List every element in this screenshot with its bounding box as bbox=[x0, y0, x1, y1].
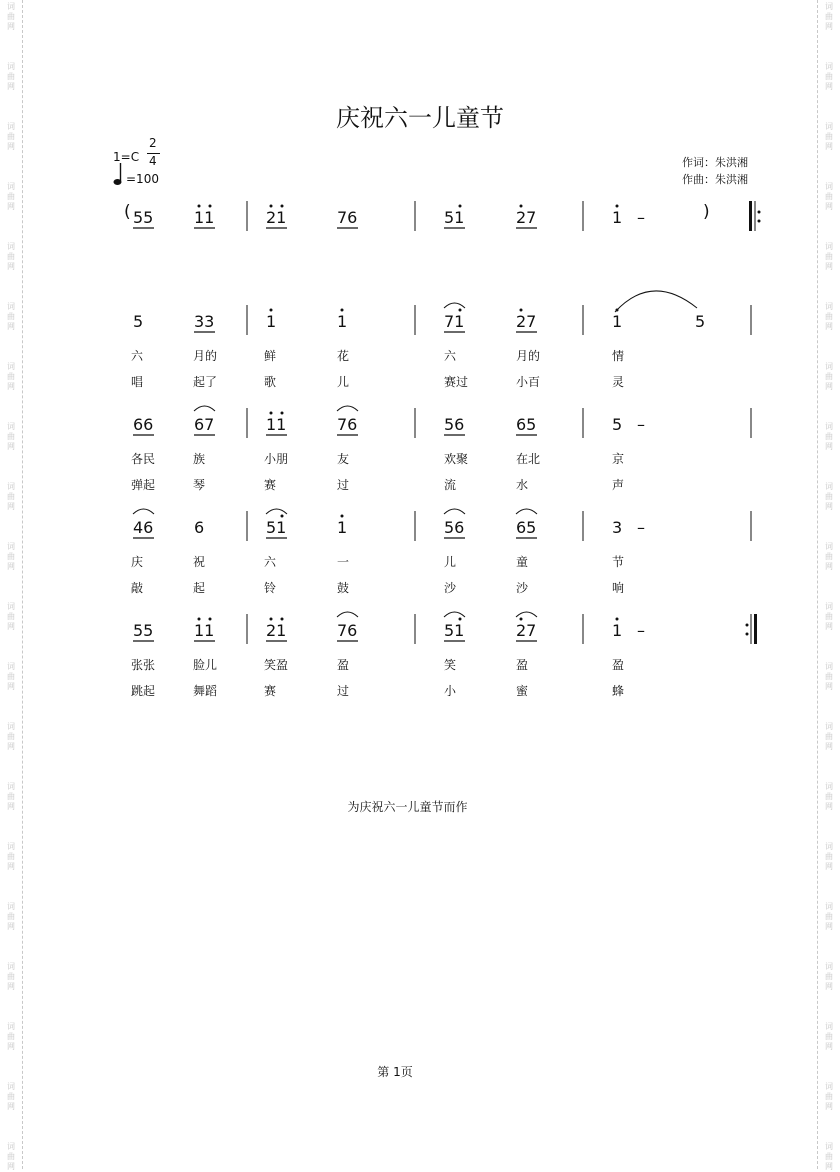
lyric-text: 京 bbox=[612, 452, 625, 466]
note-digits: 1 bbox=[612, 312, 623, 331]
lyric-text: 起了 bbox=[193, 375, 218, 389]
octave-dot bbox=[270, 412, 273, 415]
note-digits: 51 bbox=[266, 518, 287, 537]
watermark-text: 词 曲 网 bbox=[825, 1022, 833, 1051]
watermark-text: 词 曲 网 bbox=[7, 182, 15, 211]
note-digits: 21 bbox=[266, 621, 287, 640]
octave-dot bbox=[459, 309, 462, 312]
lyric-text: 小 bbox=[444, 684, 457, 698]
lyric-text: 童 bbox=[516, 555, 529, 569]
octave-dot bbox=[341, 515, 344, 518]
note-digits: 6 bbox=[194, 518, 205, 537]
watermark-text: 词 曲 网 bbox=[825, 422, 833, 451]
lyric-text: 赛 bbox=[264, 684, 277, 698]
thick-barline bbox=[754, 614, 757, 644]
lyric-text: 六 bbox=[264, 555, 277, 569]
lyric-text: 小朋 bbox=[264, 452, 289, 466]
slur-arc bbox=[337, 406, 358, 411]
time-signature-bottom: 4 bbox=[149, 154, 157, 168]
watermark-text: 词 曲 网 bbox=[7, 1082, 15, 1111]
octave-dot bbox=[209, 205, 212, 208]
lyric-text: 各民 bbox=[131, 452, 156, 466]
octave-dot bbox=[209, 618, 212, 621]
repeat-dot bbox=[746, 633, 749, 636]
lyric-text: 鼓 bbox=[337, 581, 350, 595]
watermark-text: 词 曲 网 bbox=[825, 302, 833, 331]
lyric-text: 响 bbox=[612, 581, 625, 595]
note-digits: 27 bbox=[516, 208, 537, 227]
watermark-text: 词 曲 网 bbox=[825, 962, 833, 991]
lyric-text: 祝 bbox=[193, 555, 206, 569]
note-digits: 76 bbox=[337, 208, 358, 227]
watermark-text: 词 曲 网 bbox=[825, 842, 833, 871]
repeat-dot bbox=[746, 624, 749, 627]
note-digits: 1 bbox=[612, 208, 623, 227]
watermark-text: 词 曲 网 bbox=[825, 182, 833, 211]
slur-arc bbox=[516, 612, 537, 617]
octave-dot bbox=[198, 618, 201, 621]
octave-dot bbox=[281, 618, 284, 621]
lyric-text: 蜂 bbox=[612, 684, 625, 698]
note-digits: 27 bbox=[516, 621, 537, 640]
watermark-text: 词 曲 网 bbox=[7, 1022, 15, 1051]
octave-dot bbox=[616, 205, 619, 208]
watermark-text: 词 曲 网 bbox=[7, 422, 15, 451]
watermark-text: 词 曲 网 bbox=[825, 1082, 833, 1111]
watermark-text: 词 曲 网 bbox=[7, 542, 15, 571]
lyric-text: 笑 bbox=[444, 658, 457, 672]
watermark-text: 词 曲 网 bbox=[7, 302, 15, 331]
dash-symbol: – bbox=[637, 518, 645, 537]
lyric-text: 唱 bbox=[131, 375, 144, 389]
note-digits: 11 bbox=[194, 208, 215, 227]
dash-symbol: – bbox=[637, 415, 645, 434]
note-digits: 5 bbox=[612, 415, 623, 434]
lyric-text: 蜜 bbox=[516, 684, 529, 698]
lyric-text: 沙 bbox=[444, 581, 457, 595]
note-digits: 1 bbox=[612, 621, 623, 640]
watermark-text: 词 曲 网 bbox=[825, 2, 833, 31]
watermark-text: 词 曲 网 bbox=[825, 902, 833, 931]
octave-dot bbox=[281, 412, 284, 415]
lyric-text: 月的 bbox=[516, 349, 541, 363]
octave-dot bbox=[270, 205, 273, 208]
lyric-text: 盈 bbox=[516, 658, 529, 672]
octave-dot bbox=[270, 618, 273, 621]
lyric-text: 赛 bbox=[264, 478, 277, 492]
lyricist-credit: 作词：朱洪湘 bbox=[682, 156, 748, 169]
lyric-text: 盈 bbox=[612, 658, 625, 672]
lyric-text: 笑盈 bbox=[264, 658, 289, 672]
repeat-dot bbox=[758, 211, 761, 214]
slur-arc bbox=[444, 303, 465, 308]
watermark-text: 词 曲 网 bbox=[7, 782, 15, 811]
watermark-text: 词 曲 网 bbox=[825, 482, 833, 511]
octave-dot bbox=[281, 205, 284, 208]
note-digits: 65 bbox=[516, 415, 537, 434]
lyric-text: 弹起 bbox=[131, 478, 156, 492]
repeat-dot bbox=[758, 220, 761, 223]
octave-dot bbox=[520, 205, 523, 208]
slur-arc bbox=[133, 509, 154, 514]
note-digits: 5 bbox=[695, 312, 706, 331]
lyric-text: 族 bbox=[193, 452, 206, 466]
lyric-text: 花 bbox=[337, 349, 350, 363]
note-digits: 65 bbox=[516, 518, 537, 537]
octave-dot bbox=[520, 309, 523, 312]
lyric-text: 声 bbox=[612, 478, 625, 492]
lyric-text: 盈 bbox=[337, 658, 350, 672]
lyric-text: 敲 bbox=[131, 581, 144, 595]
lyric-text: 情 bbox=[612, 349, 625, 363]
slur-arc bbox=[266, 509, 287, 514]
note-digits: 11 bbox=[266, 415, 287, 434]
page-number: 第 1页 bbox=[377, 1065, 413, 1079]
note-digits: 66 bbox=[133, 415, 154, 434]
lyric-text: 流 bbox=[444, 478, 457, 492]
lyric-text: 舞蹈 bbox=[193, 684, 218, 698]
lyric-text: 脸儿 bbox=[193, 658, 218, 672]
watermark-text: 词 曲 网 bbox=[825, 542, 833, 571]
note-digits: 55 bbox=[133, 208, 154, 227]
watermark-text: 词 曲 网 bbox=[7, 902, 15, 931]
slur-arc bbox=[337, 612, 358, 617]
watermark-text: 词 曲 网 bbox=[825, 1142, 833, 1171]
note-digits: 51 bbox=[444, 621, 465, 640]
watermark-text: 词 曲 网 bbox=[825, 662, 833, 691]
lyric-text: 跳起 bbox=[131, 684, 156, 698]
tie-arc bbox=[615, 291, 697, 312]
lyric-text: 友 bbox=[337, 452, 350, 466]
note-digits: 21 bbox=[266, 208, 287, 227]
slur-arc bbox=[516, 509, 537, 514]
lyric-text: 节 bbox=[612, 555, 625, 569]
note-digits: 33 bbox=[194, 312, 215, 331]
lyric-text: 琴 bbox=[193, 478, 206, 492]
lyric-text: 灵 bbox=[612, 375, 625, 389]
note-digits: 56 bbox=[444, 518, 465, 537]
dash-symbol: – bbox=[637, 208, 645, 227]
composer-credit: 作曲：朱洪湘 bbox=[682, 173, 748, 186]
octave-dot bbox=[270, 309, 273, 312]
watermark-text: 词 曲 网 bbox=[7, 962, 15, 991]
footer-note: 为庆祝六一儿童节而作 bbox=[347, 800, 468, 814]
watermark-text: 词 曲 网 bbox=[7, 62, 15, 91]
lyric-text: 张张 bbox=[131, 658, 156, 672]
time-signature-top: 2 bbox=[149, 136, 157, 150]
lyric-text: 庆 bbox=[131, 555, 144, 569]
note-digits: 67 bbox=[194, 415, 215, 434]
watermark-text: 词 曲 网 bbox=[7, 662, 15, 691]
watermark-text: 词 曲 网 bbox=[7, 242, 15, 271]
octave-dot bbox=[459, 618, 462, 621]
lyric-text: 六 bbox=[444, 349, 457, 363]
watermark-text: 词 曲 网 bbox=[825, 242, 833, 271]
note-digits: 1 bbox=[337, 312, 348, 331]
lyric-text: 沙 bbox=[516, 581, 529, 595]
watermark-text: 词 曲 网 bbox=[7, 122, 15, 151]
octave-dot bbox=[520, 618, 523, 621]
slur-arc bbox=[444, 509, 465, 514]
lyric-text: 六 bbox=[131, 349, 144, 363]
slur-arc bbox=[194, 406, 215, 411]
watermark-text: 词 曲 网 bbox=[825, 782, 833, 811]
octave-dot bbox=[198, 205, 201, 208]
lyric-text: 鲜 bbox=[264, 349, 277, 363]
watermark-text: 词 曲 网 bbox=[825, 362, 833, 391]
octave-dot bbox=[616, 618, 619, 621]
lyric-text: 水 bbox=[516, 478, 529, 492]
watermark-text: 词 曲 网 bbox=[7, 362, 15, 391]
note-digits: 5 bbox=[133, 312, 144, 331]
watermark-text: 词 曲 网 bbox=[7, 842, 15, 871]
octave-dot bbox=[459, 205, 462, 208]
note-digits: 76 bbox=[337, 621, 358, 640]
note-digits: 27 bbox=[516, 312, 537, 331]
watermark-text: 词 曲 网 bbox=[825, 722, 833, 751]
note-digits: 76 bbox=[337, 415, 358, 434]
lyric-text: 一 bbox=[337, 555, 350, 569]
note-digits: 3 bbox=[612, 518, 623, 537]
note-digits: 11 bbox=[194, 621, 215, 640]
watermark-text: 词 曲 网 bbox=[7, 482, 15, 511]
slur-arc bbox=[444, 612, 465, 617]
lyric-text: 歌 bbox=[264, 375, 277, 389]
lyric-text: 过 bbox=[337, 684, 350, 698]
note-digits: 1 bbox=[337, 518, 348, 537]
octave-dot bbox=[281, 515, 284, 518]
close-paren: ) bbox=[703, 202, 710, 222]
open-paren: ( bbox=[124, 202, 131, 222]
note-digits: 71 bbox=[444, 312, 465, 331]
lyric-text: 欢聚 bbox=[444, 452, 469, 466]
octave-dot bbox=[341, 309, 344, 312]
note-digits: 51 bbox=[444, 208, 465, 227]
note-digits: 46 bbox=[133, 518, 154, 537]
lyric-text: 儿 bbox=[337, 375, 350, 389]
watermark-text: 词 曲 网 bbox=[7, 2, 15, 31]
lyric-text: 小百 bbox=[516, 375, 541, 389]
thick-barline bbox=[749, 201, 752, 231]
watermark-text: 词 曲 网 bbox=[825, 62, 833, 91]
watermark-text: 词 曲 网 bbox=[825, 122, 833, 151]
song-title: 庆祝六一儿童节 bbox=[336, 104, 504, 132]
key-signature: 1=C bbox=[113, 150, 140, 164]
watermark-text: 词 曲 网 bbox=[825, 602, 833, 631]
tempo-value: =100 bbox=[126, 172, 159, 186]
note-digits: 55 bbox=[133, 621, 154, 640]
watermark-text: 词 曲 网 bbox=[7, 1142, 15, 1171]
lyric-text: 赛过 bbox=[444, 375, 469, 389]
note-digits: 56 bbox=[444, 415, 465, 434]
lyric-text: 在北 bbox=[516, 452, 541, 466]
dash-symbol: – bbox=[637, 621, 645, 640]
lyric-text: 月的 bbox=[193, 349, 218, 363]
lyric-text: 儿 bbox=[444, 555, 457, 569]
watermark-text: 词 曲 网 bbox=[7, 722, 15, 751]
note-digits: 1 bbox=[266, 312, 277, 331]
lyric-text: 铃 bbox=[264, 581, 277, 595]
lyric-text: 起 bbox=[193, 581, 206, 595]
lyric-text: 过 bbox=[337, 478, 350, 492]
watermark-text: 词 曲 网 bbox=[7, 602, 15, 631]
